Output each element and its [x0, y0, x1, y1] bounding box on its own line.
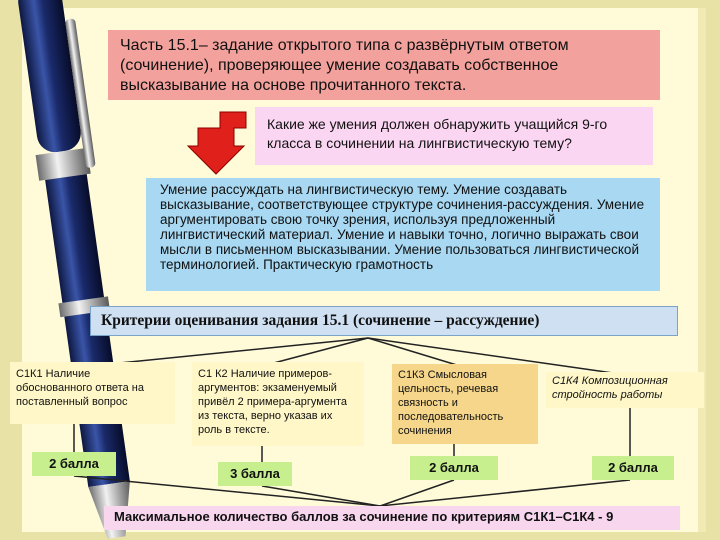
score-k1: 2 балла	[32, 452, 116, 476]
criterion-k1	[10, 362, 175, 424]
task-description-text: Часть 15.1– задание открытого типа с развёрнутым ответом (сочинение), проверяющее умение создавать собственное высказывание на основе прочитанного текста.	[120, 37, 569, 94]
criteria-header-text: Критерии оценивания задания 15.1 (сочинение – рассуждение)	[101, 312, 540, 329]
criterion-k4	[546, 372, 704, 408]
criterion-k2-text: С1 К2 Наличие примеров-аргументов: экзаменуемый привёл 2 примера-аргумента из текста, верно указав их роль в тексте.	[198, 368, 348, 436]
score-k4: 2 балла	[592, 456, 674, 480]
criterion-k3	[392, 364, 538, 444]
skills-text: Умение рассуждать на лингвистическую тему. Умение создавать высказывание, соответствующее структуре сочинения-рассуждения. Умение аргументировать свою точку зрения, используя предложенный лингвистический материал. Умение и навыки точно, логично выражать свои мысли в письменном высказывании. Умение пользоваться лингвистической терминологией. Практическую грамотность	[160, 182, 645, 272]
criterion-k1-text: С1К1 Наличие обоснованного ответа на поставленный вопрос	[16, 368, 144, 408]
branch-line-1	[110, 338, 368, 364]
branch-line-3	[368, 338, 460, 366]
branch-line-2	[270, 338, 368, 364]
total-score-text: Максимальное количество баллов за сочинение по критериям С1К1–С1К4 - 9	[114, 509, 614, 524]
score-k3: 2 балла	[410, 456, 498, 480]
criterion-k2	[192, 362, 364, 446]
criterion-k3-text: С1К3 Смысловая цельность, речевая связность и последовательность сочинения	[398, 369, 504, 437]
total-score-block	[104, 506, 680, 530]
question-text: Какие же умения должен обнаружить учащийся 9-го класса в сочинении на лингвистическую тему?	[267, 116, 608, 151]
criterion-k4-text: С1К4 Композиционная стройность работы	[552, 375, 668, 401]
score-k2: 3 балла	[218, 462, 292, 486]
